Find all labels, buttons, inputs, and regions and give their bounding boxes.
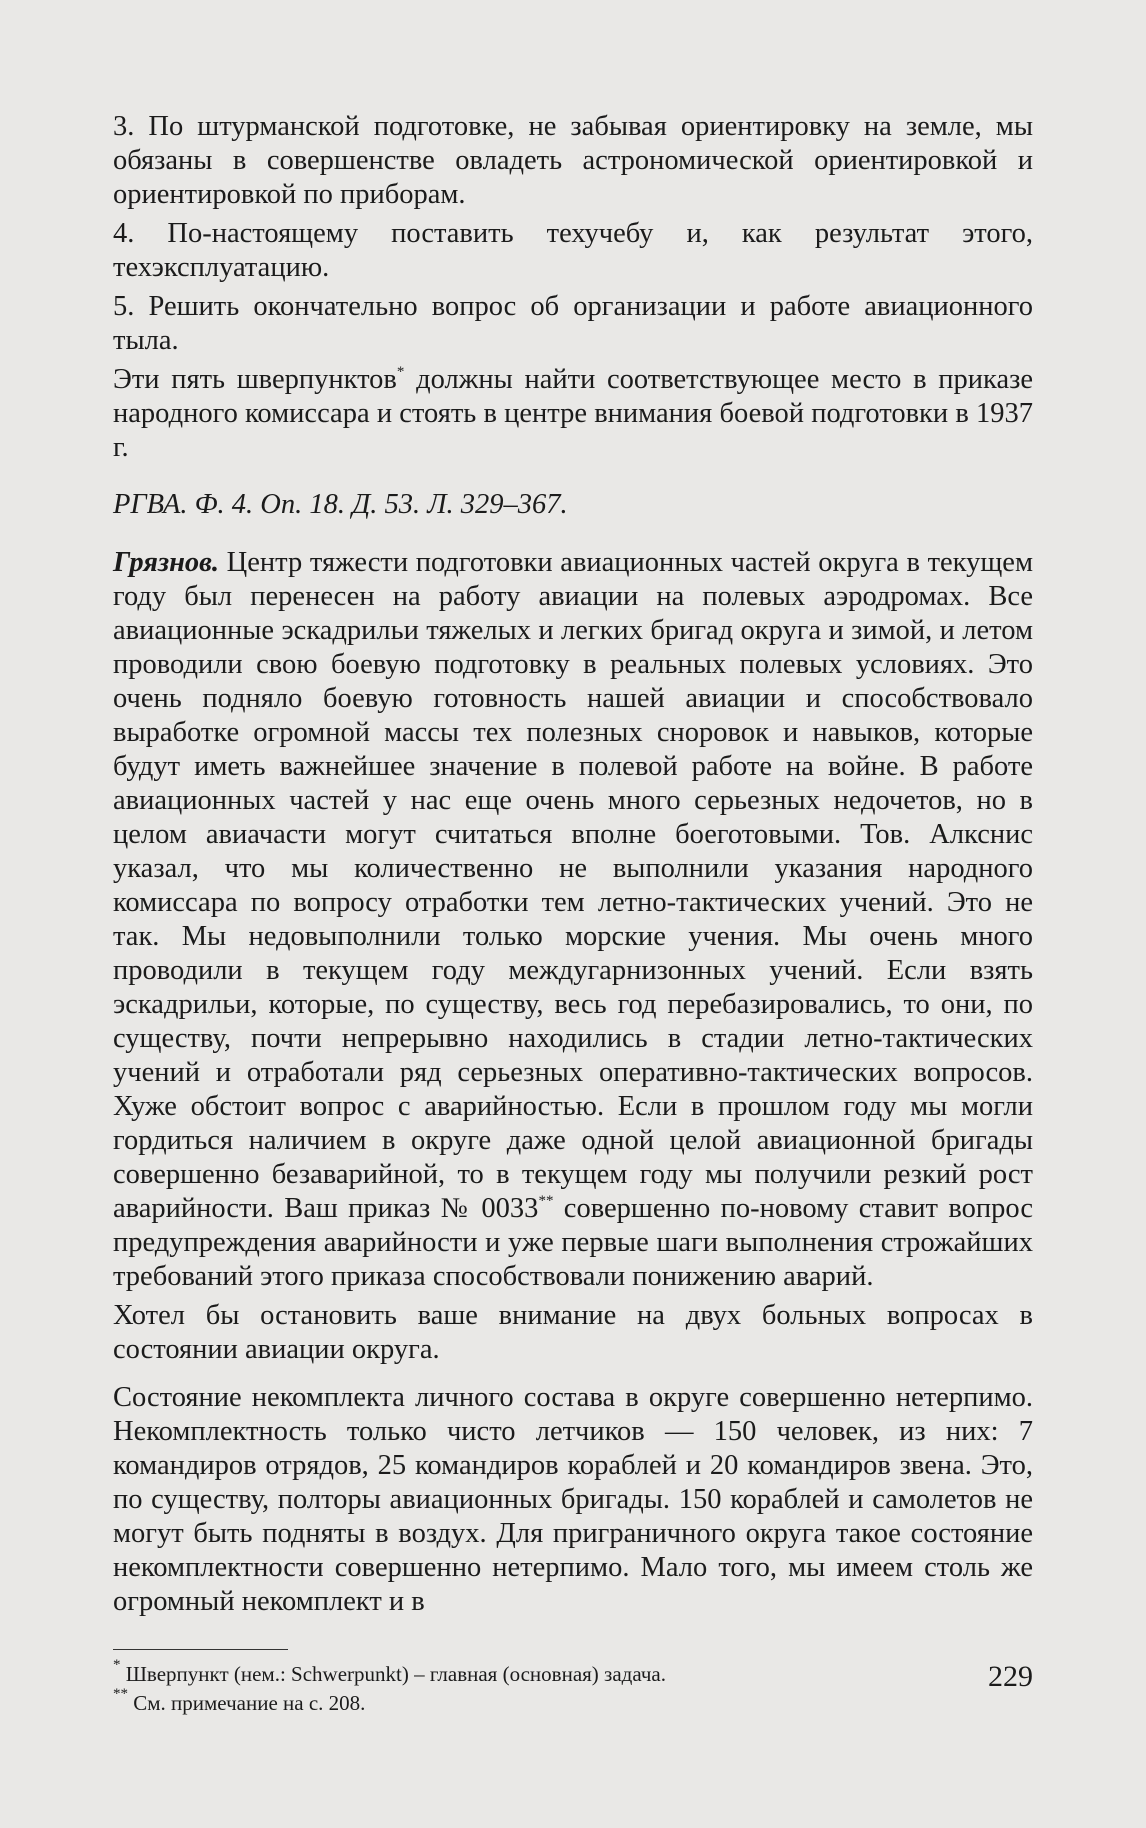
footnote-1 bbox=[113, 1657, 1033, 1689]
paragraph-staffing: Состояние некомплекта личного состава в округе совершенно нетерпимо. Некомплектность только чисто летчиков — 150 человек, из них: 7 командиров отрядов, 25 командиров кораблей и 20 командиров звена. Это, по существу, полторы авиационных бригады. 150 кораблей и самолетов не могут быть подняты в воздух. Для приграничного округа такое состояние некомплектности совершенно нетерпимо. Мало того, мы имеем столь же огромный некомплект и в bbox=[113, 1382, 1033, 1617]
page-content bbox=[113, 110, 1033, 1718]
speaker-name: Грязнов. bbox=[113, 547, 220, 578]
footnote-2 bbox=[113, 1686, 1033, 1718]
footnote-mark: * bbox=[396, 364, 405, 380]
footnote-1-mark: * bbox=[113, 1657, 121, 1673]
footnote-2-text: См. примечание на с. 208. bbox=[133, 1691, 366, 1715]
paragraph-issues: Хотел бы остановить ваше внимание на двух больных вопросах в состоянии авиации округа. bbox=[113, 1300, 1033, 1365]
page-number: 229 bbox=[988, 1660, 1033, 1693]
paragraph-item-3: 3. По штурманской подготовке, не забывая ориентировку на земле, мы обязаны в совершенстве овладеть астрономической ориентировкой и ориентировкой по приборам. bbox=[113, 111, 1033, 210]
footnote-mark-double: ** bbox=[538, 1193, 554, 1209]
paragraph-item-4: 4. По-настоящему поставить техучебу и, как результат этого, техэксплуатацию. bbox=[113, 218, 1033, 283]
footnote-1-text: Шверпункт (нем.: Schwerpunkt) – главная (основная) задача. bbox=[125, 1662, 666, 1686]
gryaznov-text-cont: совершенно по-новому ставит вопрос предупреждения аварийности и уже первые шаги выполнения строжайших требований этого приказа способствовали понижению аварий. bbox=[113, 1193, 1033, 1292]
paragraph-schwerpunkt bbox=[113, 363, 1033, 465]
schwerpunkt-text-cont: должны найти соответствующее место в приказе народного комиссара и стоять в центре внимания боевой подготовки в 1937 г. bbox=[113, 364, 1033, 463]
paragraph-gryaznov bbox=[113, 546, 1033, 1294]
schwerpunkt-text: Эти пять шверпунктов bbox=[113, 364, 397, 395]
footnote-divider bbox=[113, 1649, 288, 1650]
archive-reference: РГВА. Ф. 4. Оп. 18. Д. 53. Л. 329–367. bbox=[113, 489, 568, 520]
footnote-2-mark: ** bbox=[113, 1686, 128, 1702]
paragraph-item-5: 5. Решить окончательно вопрос об организации и работе авиационного тыла. bbox=[113, 291, 1033, 356]
gryaznov-text: Центр тяжести подготовки авиационных частей округа в текущем году был перенесен на работу авиации на полевых аэродромах. Все авиационные эскадрильи тяжелых и легких бригад округа и зимой, и летом проводили свою боевую подготовку в реальных полевых условиях. Это очень подняло боевую готовность нашей авиации и способствовало выработке огромной массы тех полезных сноровок и навыков, которые будут иметь важнейшее значение в полевой работе на войне. В работе авиационных частей у нас еще очень много серьезных недочетов, но в целом авиачасти могут считаться вполне боеготовыми. Тов. Алкснис указал, что мы количественно не выполнили указания народного комиссара по вопросу отработки тем летно-тактических учений. Это не так. Мы недовыполнили только морские учения. Мы очень много проводили в текущем году междугарнизонных учений. Если взять эскадрильи, которые, по существу, весь год перебазировались, то они, по существу, почти непрерывно находились в стадии летно-тактических учений и отработали ряд серьезных оперативно-тактических вопросов. Хуже обстоит вопрос с аварийностью. Если в прошлом году мы могли гордиться наличием в округе даже одной целой авиационной бригады совершенно безаварийной, то в текущем году мы получили резкий рост аварийности. Ваш приказ № 0033 bbox=[113, 547, 1033, 1224]
